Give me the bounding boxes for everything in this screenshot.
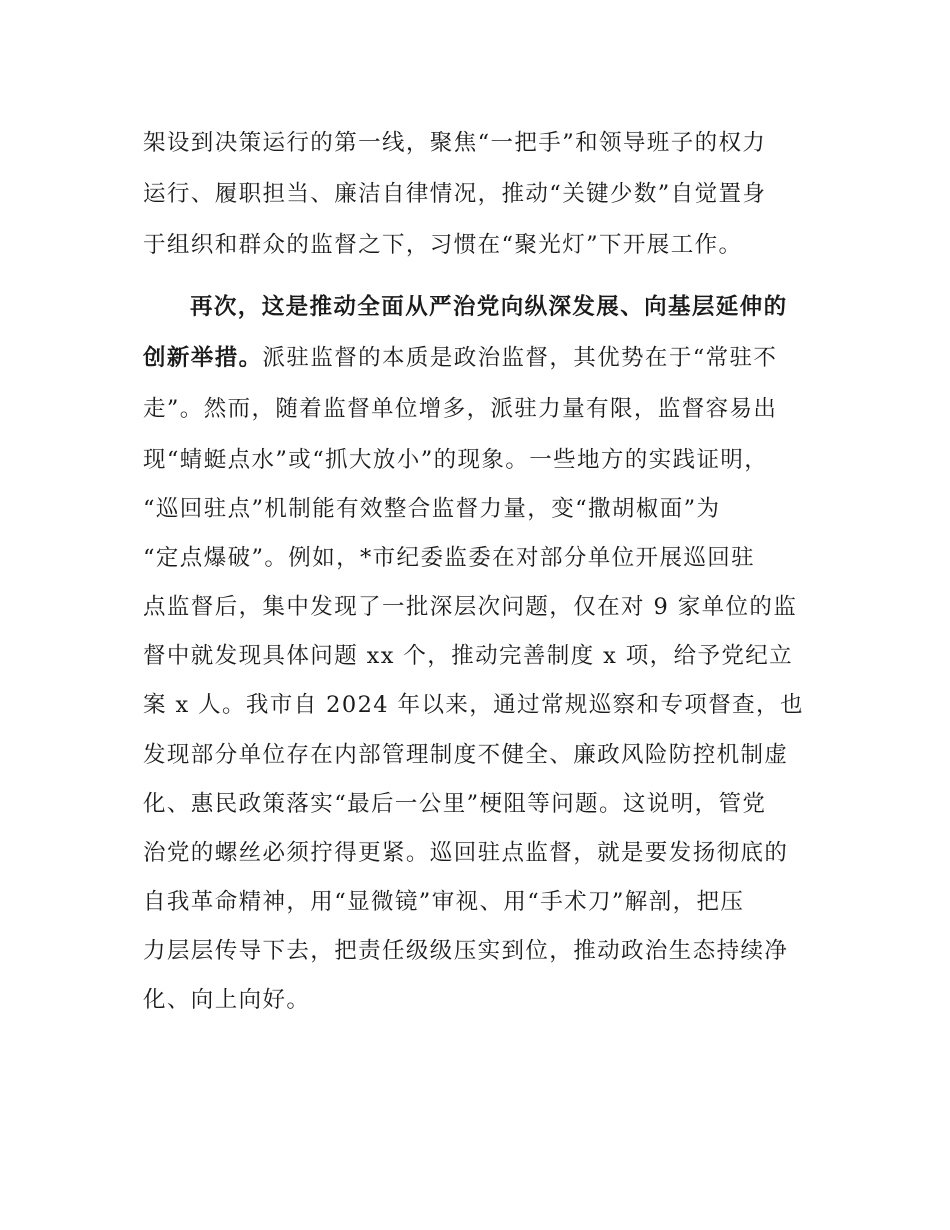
text-line: 化、惠民政策落实“最后一公里”梗阻等问题。这说明，管党 bbox=[143, 791, 767, 817]
text-line: 点监督后，集中发现了一批深层次问题，仅在对 9 家单位的监 bbox=[143, 594, 798, 620]
text-line: “定点爆破”。例如，*市纪委监委在对部分单位开展巡回驻 bbox=[143, 545, 756, 571]
text-line: 治党的螺丝必须拧得更紧。巡回驻点监督，就是要发扬彻底的 bbox=[143, 840, 789, 866]
text-line: 架设到决策运行的第一线，聚焦“一把手”和领导班子的权力 bbox=[143, 130, 767, 156]
text-line: 力层层传导下去，把责任级级压实到位，推动政治生态持续净 bbox=[143, 938, 789, 964]
text-line: 案 x 人。我市自 2024 年以来，通过常规巡察和专项督查，也 bbox=[143, 692, 804, 718]
text-line: 化、向上向好。 bbox=[143, 987, 311, 1013]
paragraph-heading: 再次，这是推动全面从严治党向纵深发展、向基层延伸的 bbox=[190, 294, 788, 320]
paragraph-heading-end: 创新举措。 bbox=[143, 345, 263, 371]
text-line: 走”。然而，随着监督单位增多，派驻力量有限，监督容易出 bbox=[143, 396, 778, 422]
text-line: 自我革命精神，用“显微镜”审视、用“手术刀”解剖，把压 bbox=[143, 889, 745, 915]
text-line: 运行、履职担当、廉洁自律情况，推动“关键少数”自觉置身 bbox=[143, 181, 767, 207]
text-line: 发现部分单位存在内部管理制度不健全、廉政风险防控机制虚 bbox=[143, 742, 789, 768]
text-line: 督中就发现具体问题 xx 个，推动完善制度 x 项，给予党纪立 bbox=[143, 643, 794, 669]
text-line: 现“蜻蜓点水”或“抓大放小”的现象。一些地方的实践证明， bbox=[143, 447, 769, 473]
text-span: 派驻监督的本质是政治监督，其优势在于“常驻不 bbox=[262, 345, 778, 371]
text-line: 于组织和群众的监督之下，习惯在“聚光灯”下开展工作。 bbox=[143, 232, 743, 258]
text-line bbox=[143, 343, 777, 373]
text-line: “巡回驻点”机制能有效整合监督力量，变“撒胡椒面”为 bbox=[143, 496, 721, 522]
